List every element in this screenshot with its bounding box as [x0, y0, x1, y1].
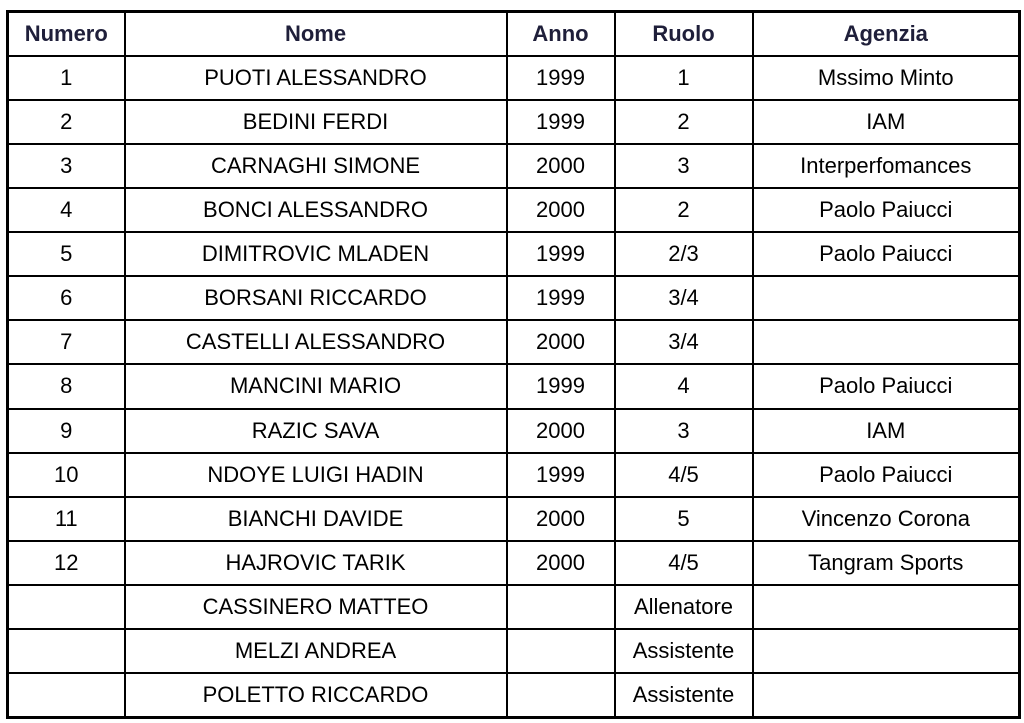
cell-anno: 2000 [507, 541, 615, 585]
cell-anno: 1999 [507, 364, 615, 408]
cell-ruolo: 3 [615, 144, 753, 188]
cell-ruolo: 3/4 [615, 276, 753, 320]
cell-agenzia: Interperfomances [753, 144, 1020, 188]
cell-numero: 4 [8, 188, 125, 232]
cell-nome: RAZIC SAVA [125, 409, 507, 453]
cell-anno [507, 629, 615, 673]
cell-nome: NDOYE LUIGI HADIN [125, 453, 507, 497]
cell-nome: CASTELLI ALESSANDRO [125, 320, 507, 364]
header-anno: Anno [507, 12, 615, 56]
table-row [8, 409, 1020, 453]
roster-table [6, 10, 1021, 719]
cell-anno: 2000 [507, 144, 615, 188]
cell-numero [8, 585, 125, 629]
cell-agenzia: Paolo Paiucci [753, 188, 1020, 232]
cell-agenzia [753, 629, 1020, 673]
table-row [8, 232, 1020, 276]
cell-nome: PUOTI ALESSANDRO [125, 56, 507, 100]
table-row [8, 497, 1020, 541]
cell-ruolo: 2 [615, 100, 753, 144]
table-row [8, 673, 1020, 717]
cell-nome: CASSINERO MATTEO [125, 585, 507, 629]
cell-anno [507, 673, 615, 717]
cell-anno: 2000 [507, 409, 615, 453]
cell-agenzia: Paolo Paiucci [753, 453, 1020, 497]
cell-anno: 1999 [507, 100, 615, 144]
cell-numero: 12 [8, 541, 125, 585]
cell-nome: BIANCHI DAVIDE [125, 497, 507, 541]
table-row [8, 320, 1020, 364]
cell-anno: 1999 [507, 276, 615, 320]
cell-numero: 1 [8, 56, 125, 100]
cell-ruolo: 3/4 [615, 320, 753, 364]
cell-ruolo: 4 [615, 364, 753, 408]
cell-nome: BORSANI RICCARDO [125, 276, 507, 320]
cell-nome: MELZI ANDREA [125, 629, 507, 673]
cell-anno: 2000 [507, 497, 615, 541]
cell-agenzia [753, 585, 1020, 629]
cell-numero: 2 [8, 100, 125, 144]
cell-nome: BONCI ALESSANDRO [125, 188, 507, 232]
header-ruolo: Ruolo [615, 12, 753, 56]
cell-anno: 1999 [507, 453, 615, 497]
cell-numero [8, 629, 125, 673]
cell-numero: 5 [8, 232, 125, 276]
cell-nome: MANCINI MARIO [125, 364, 507, 408]
table-row [8, 453, 1020, 497]
cell-agenzia: IAM [753, 409, 1020, 453]
cell-agenzia [753, 673, 1020, 717]
cell-ruolo: 2/3 [615, 232, 753, 276]
cell-numero: 8 [8, 364, 125, 408]
cell-ruolo: 5 [615, 497, 753, 541]
cell-agenzia: Mssimo Minto [753, 56, 1020, 100]
cell-agenzia [753, 320, 1020, 364]
cell-nome: BEDINI FERDI [125, 100, 507, 144]
cell-ruolo: Assistente [615, 673, 753, 717]
cell-agenzia: IAM [753, 100, 1020, 144]
table-row [8, 276, 1020, 320]
table-row [8, 188, 1020, 232]
cell-anno: 1999 [507, 232, 615, 276]
cell-anno: 1999 [507, 56, 615, 100]
table-row [8, 56, 1020, 100]
cell-agenzia: Vincenzo Corona [753, 497, 1020, 541]
cell-ruolo: 3 [615, 409, 753, 453]
cell-agenzia: Tangram Sports [753, 541, 1020, 585]
cell-anno: 2000 [507, 320, 615, 364]
cell-ruolo: Assistente [615, 629, 753, 673]
cell-numero: 6 [8, 276, 125, 320]
cell-numero [8, 673, 125, 717]
cell-numero: 3 [8, 144, 125, 188]
table-row [8, 364, 1020, 408]
cell-ruolo: Allenatore [615, 585, 753, 629]
cell-numero: 10 [8, 453, 125, 497]
header-row [8, 12, 1020, 56]
cell-numero: 7 [8, 320, 125, 364]
table-row [8, 100, 1020, 144]
table-row [8, 144, 1020, 188]
cell-anno: 2000 [507, 188, 615, 232]
header-agenzia: Agenzia [753, 12, 1020, 56]
cell-anno [507, 585, 615, 629]
table-row [8, 541, 1020, 585]
roster-body [8, 56, 1020, 718]
cell-nome: CARNAGHI SIMONE [125, 144, 507, 188]
cell-ruolo: 1 [615, 56, 753, 100]
cell-nome: HAJROVIC TARIK [125, 541, 507, 585]
cell-nome: DIMITROVIC MLADEN [125, 232, 507, 276]
header-numero: Numero [8, 12, 125, 56]
cell-agenzia: Paolo Paiucci [753, 364, 1020, 408]
cell-agenzia [753, 276, 1020, 320]
cell-ruolo: 4/5 [615, 453, 753, 497]
table-row [8, 585, 1020, 629]
cell-numero: 11 [8, 497, 125, 541]
cell-ruolo: 2 [615, 188, 753, 232]
cell-numero: 9 [8, 409, 125, 453]
header-nome: Nome [125, 12, 507, 56]
table-row [8, 629, 1020, 673]
cell-agenzia: Paolo Paiucci [753, 232, 1020, 276]
cell-ruolo: 4/5 [615, 541, 753, 585]
cell-nome: POLETTO RICCARDO [125, 673, 507, 717]
